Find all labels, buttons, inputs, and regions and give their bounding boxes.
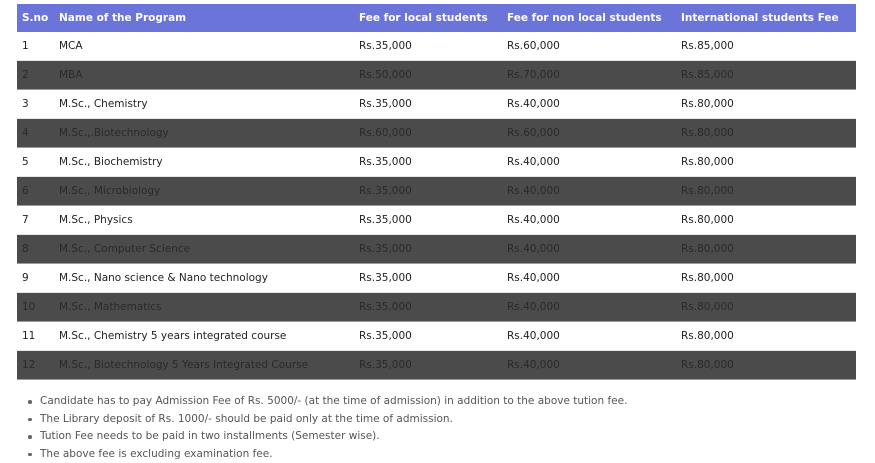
cell-non-local-fee: Rs.40,000: [507, 148, 560, 176]
cell-program: M.Sc., Computer Science: [59, 235, 190, 263]
note-item: The Library deposit of Rs. 1000/- should be paid only at the time of admission.: [26, 411, 627, 429]
cell-local-fee: Rs.35,000: [359, 235, 412, 263]
cell-sno: 4: [22, 119, 29, 147]
table-row: [17, 177, 856, 206]
cell-sno: 1: [22, 32, 29, 60]
cell-local-fee: Rs.35,000: [359, 177, 412, 205]
header-program: Name of the Program: [59, 4, 186, 32]
cell-program: M.Sc., Chemistry 5 years integrated course: [59, 322, 286, 350]
cell-sno: 6: [22, 177, 29, 205]
cell-sno: 5: [22, 148, 29, 176]
cell-non-local-fee: Rs.40,000: [507, 264, 560, 292]
cell-international-fee: Rs.85,000: [681, 61, 734, 89]
cell-non-local-fee: Rs.40,000: [507, 177, 560, 205]
table-header-row: [17, 4, 856, 32]
cell-sno: 8: [22, 235, 29, 263]
note-item: Tution Fee needs to be paid in two installments (Semester wise).: [26, 428, 627, 446]
cell-non-local-fee: Rs.40,000: [507, 206, 560, 234]
cell-non-local-fee: Rs.40,000: [507, 351, 560, 379]
cell-local-fee: Rs.35,000: [359, 293, 412, 321]
cell-non-local-fee: Rs.40,000: [507, 293, 560, 321]
cell-international-fee: Rs.80,000: [681, 351, 734, 379]
header-sno: S.no: [22, 4, 48, 32]
cell-program: M.Sc., Nano science & Nano technology: [59, 264, 268, 292]
cell-international-fee: Rs.80,000: [681, 177, 734, 205]
cell-program: MCA: [59, 32, 83, 60]
cell-sno: 7: [22, 206, 29, 234]
cell-local-fee: Rs.60,000: [359, 119, 412, 147]
fee-notes-list: [26, 393, 627, 463]
table-row: [17, 119, 856, 148]
table-row: [17, 293, 856, 322]
table-row: [17, 61, 856, 90]
cell-sno: 11: [22, 322, 35, 350]
cell-international-fee: Rs.80,000: [681, 235, 734, 263]
note-item: The above fee is excluding examination fee.: [26, 446, 627, 463]
cell-non-local-fee: Rs.40,000: [507, 90, 560, 118]
cell-sno: 12: [22, 351, 35, 379]
table-row: [17, 235, 856, 264]
table-row: [17, 206, 856, 235]
table-row: [17, 90, 856, 119]
cell-non-local-fee: Rs.40,000: [507, 235, 560, 263]
cell-program: M.Sc., Microbiology: [59, 177, 160, 205]
cell-program: M.Sc.,.Biotechnology: [59, 119, 169, 147]
header-non-local-fee: Fee for non local students: [507, 4, 662, 32]
cell-international-fee: Rs.80,000: [681, 119, 734, 147]
cell-local-fee: Rs.35,000: [359, 322, 412, 350]
cell-international-fee: Rs.80,000: [681, 90, 734, 118]
table-row: [17, 322, 856, 351]
cell-local-fee: Rs.35,000: [359, 32, 412, 60]
cell-non-local-fee: Rs.60,000: [507, 119, 560, 147]
cell-international-fee: Rs.80,000: [681, 293, 734, 321]
cell-international-fee: Rs.80,000: [681, 148, 734, 176]
cell-international-fee: Rs.80,000: [681, 322, 734, 350]
cell-non-local-fee: Rs.40,000: [507, 322, 560, 350]
cell-sno: 10: [22, 293, 35, 321]
table-row: [17, 351, 856, 380]
cell-program: M.Sc., Mathematics: [59, 293, 162, 321]
cell-sno: 9: [22, 264, 29, 292]
cell-local-fee: Rs.50,000: [359, 61, 412, 89]
cell-program: M.Sc., Physics: [59, 206, 133, 234]
cell-local-fee: Rs.35,000: [359, 351, 412, 379]
cell-program: M.Sc., Biotechnology 5 Years Integrated Course: [59, 351, 308, 379]
cell-international-fee: Rs.85,000: [681, 32, 734, 60]
note-item: Candidate has to pay Admission Fee of Rs. 5000/- (at the time of admission) in addition to the above tution fee.: [26, 393, 627, 411]
cell-sno: 2: [22, 61, 29, 89]
cell-local-fee: Rs.35,000: [359, 206, 412, 234]
table-row: [17, 264, 856, 293]
cell-local-fee: Rs.35,000: [359, 90, 412, 118]
cell-local-fee: Rs.35,000: [359, 148, 412, 176]
cell-sno: 3: [22, 90, 29, 118]
table-row: [17, 32, 856, 61]
cell-international-fee: Rs.80,000: [681, 264, 734, 292]
cell-program: M.Sc., Chemistry: [59, 90, 148, 118]
cell-non-local-fee: Rs.60,000: [507, 32, 560, 60]
cell-non-local-fee: Rs.70,000: [507, 61, 560, 89]
cell-program: MBA: [59, 61, 82, 89]
cell-program: M.Sc., Biochemistry: [59, 148, 163, 176]
table-row: [17, 148, 856, 177]
fee-table: [17, 4, 856, 380]
cell-international-fee: Rs.80,000: [681, 206, 734, 234]
cell-local-fee: Rs.35,000: [359, 264, 412, 292]
header-international-fee: International students Fee: [681, 4, 839, 32]
header-local-fee: Fee for local students: [359, 4, 488, 32]
